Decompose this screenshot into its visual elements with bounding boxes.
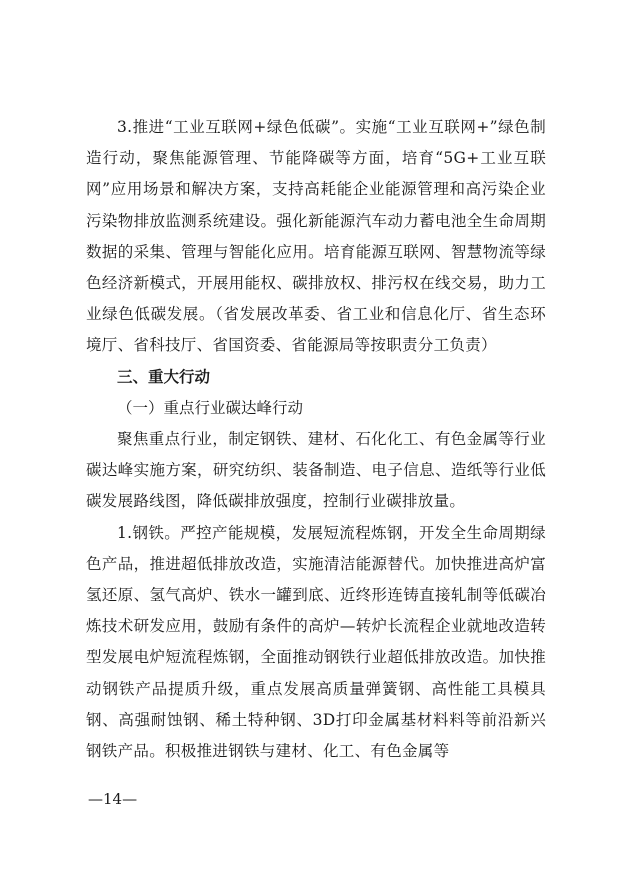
page-number: —14—	[88, 790, 138, 808]
paragraph-industrial-internet: 3.推进“工业互联网+绿色低碳”。实施“工业互联网+”绿色制造行动，聚焦能源管理、节能降碳等方面，培育“5G+工业互联网”应用场景和解决方案，支持高耗能企业能源管理和高污染企业污染物排放监测系统建设。强化新能源汽车动力蓄电池全生命周期数据的采集、管理与智能化应用。培育能源互联网、智慧物流等绿色经济新模式，开展用能权、碳排放权、排污权在线交易，助力工业绿色低碳发展。（省发展改革委、省工业和信息化厅、省生态环境厅、省科技厅、省国资委、省能源局等按职责分工负责）	[86, 118, 546, 355]
paragraph-steel: 1.钢铁。严控产能规模，发展短流程炼钢，开发全生命周期绿色产品，推进超低排放改造，实施清洁能源替代。加快推进高炉富氢还原、氢气高炉、铁水一罐到底、近终形连铸直接轧制等低碳冶炼技术研发应用，鼓励有条件的高炉—转炉长流程企业就地改造转型发展电炉短流程炼钢，全面推动钢铁行业超低排放改造。加快推动钢铁产品提质升级，重点发展高质量弹簧钢、高性能工具模具钢、高强耐蚀钢、稀土特种钢、3D打印金属基材料料等前沿新兴钢铁产品。积极推进钢铁与建材、化工、有色金属等	[86, 523, 546, 761]
section-heading: 三、重大行动	[117, 367, 211, 386]
paragraph-key-industries: 聚焦重点行业，制定钢铁、建材、石化化工、有色金属等行业碳达峰实施方案，研究纺织、装备制造、电子信息、造纸等行业低碳发展路线图，降低碳排放强度，控制行业碳排放量。	[86, 430, 546, 511]
page-content	[86, 112, 546, 767]
subsection-heading: （一）重点行业碳达峰行动	[117, 398, 304, 417]
